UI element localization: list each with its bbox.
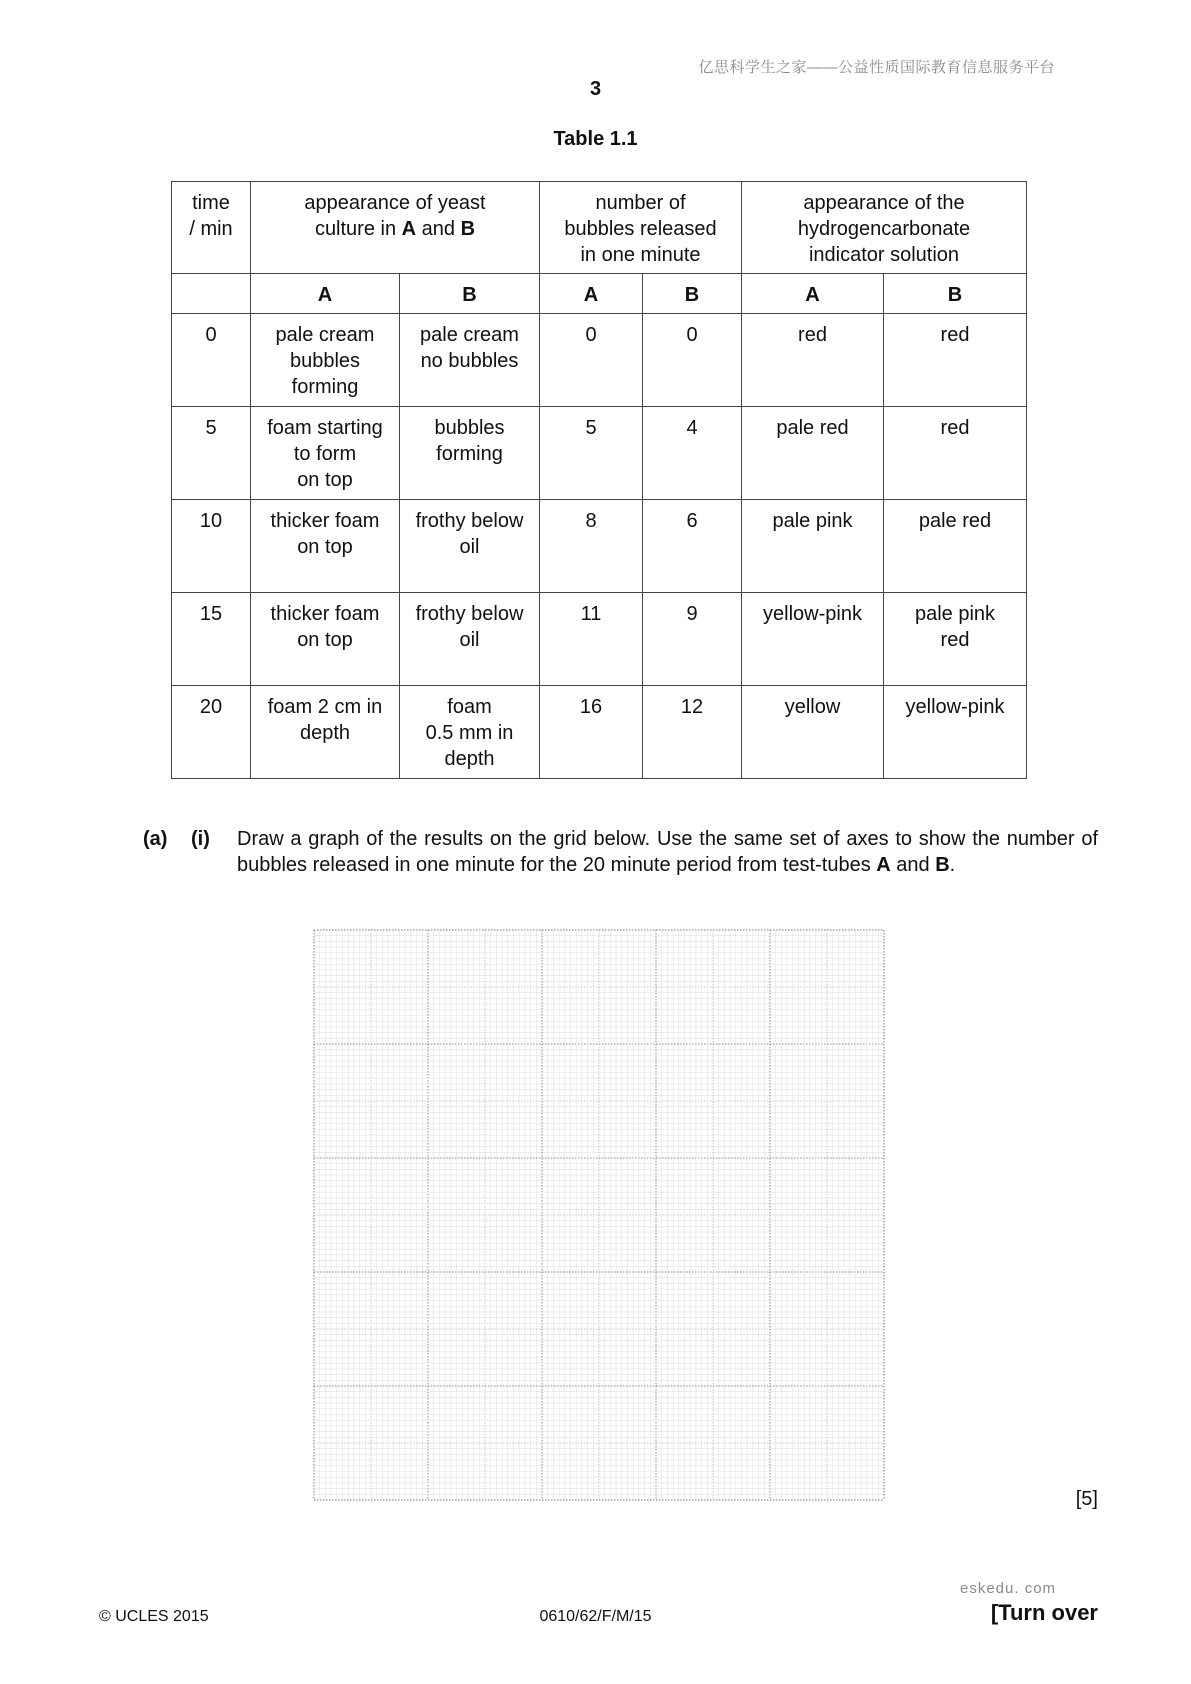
subheader-cell: B (643, 274, 742, 314)
table-cell: bubbles forming (400, 407, 540, 500)
table-title: Table 1.1 (553, 128, 638, 150)
table-cell: 5 (540, 407, 643, 500)
table-cell: 5 (172, 407, 251, 500)
table-cell: pale cream bubbles forming (251, 314, 400, 407)
table-cell: pale red (742, 407, 884, 500)
question-subpart-label: (i) (191, 828, 210, 850)
table-subheader-row (172, 274, 1027, 314)
table-cell: yellow-pink (742, 593, 884, 686)
question-text (237, 826, 1098, 878)
subheader-cell: B (884, 274, 1027, 314)
table-cell: red (884, 407, 1027, 500)
watermark-header: 亿思科学生之家——公益性质国际教育信息服务平台 (698, 59, 1055, 76)
table-row (172, 407, 1027, 500)
table-cell: pale red (884, 500, 1027, 593)
table-row (172, 500, 1027, 593)
table-cell: 4 (643, 407, 742, 500)
subheader-cell (172, 274, 251, 314)
table-cell: foam 2 cm in depth (251, 686, 400, 779)
graph-grid[interactable] (313, 929, 885, 1501)
turn-over-label: [Turn over (990, 1600, 1098, 1625)
table-cell: pale pink red (884, 593, 1027, 686)
table-cell: thicker foam on top (251, 500, 400, 593)
header-appearance-a: A (401, 218, 417, 240)
table-row (172, 314, 1027, 407)
table-cell: red (884, 314, 1027, 407)
subheader-cell: A (251, 274, 400, 314)
table-cell: 20 (172, 686, 251, 779)
table-cell: 8 (540, 500, 643, 593)
copyright: © UCLES 2015 (99, 1608, 209, 1625)
table-cell: foam starting to form on top (251, 407, 400, 500)
question-label-b: B (935, 854, 950, 876)
watermark-footer: eskedu. com (960, 1580, 1057, 1597)
header-bubbles: number of bubbles released in one minute (540, 182, 742, 274)
subheader-cell: A (540, 274, 643, 314)
paper-code: 0610/62/F/M/15 (539, 1608, 652, 1625)
results-table (171, 181, 1027, 779)
table-cell: thicker foam on top (251, 593, 400, 686)
header-appearance-yeast (251, 182, 540, 274)
table-row (172, 686, 1027, 779)
subheader-cell: A (742, 274, 884, 314)
header-appearance-text: appearance of yeast culture in (304, 192, 486, 240)
table-cell: yellow-pink (884, 686, 1027, 779)
table-cell: 12 (643, 686, 742, 779)
table-cell: pale cream no bubbles (400, 314, 540, 407)
table-cell: yellow (742, 686, 884, 779)
header-indicator: appearance of the hydrogencarbonate indicator solution (742, 182, 1027, 274)
table-cell: frothy below oil (400, 593, 540, 686)
question-part-label: (a) (143, 828, 168, 850)
subheader-cell: B (400, 274, 540, 314)
table-cell: 11 (540, 593, 643, 686)
question-text-3: . (949, 854, 956, 876)
table-cell: 0 (540, 314, 643, 407)
table-cell: 15 (172, 593, 251, 686)
table-cell: foam 0.5 mm in depth (400, 686, 540, 779)
question-text-2: and (890, 854, 936, 876)
header-time: time / min (172, 182, 251, 274)
header-appearance-b: B (460, 218, 476, 240)
table-cell: pale pink (742, 500, 884, 593)
question-text-1: Draw a graph of the results on the grid below. Use the same set of axes to show the number of bubbles released in one minute for the 20 minute period from test-tubes (237, 828, 1098, 876)
table-cell: frothy below oil (400, 500, 540, 593)
header-appearance-and: and (416, 218, 461, 240)
table-cell: 10 (172, 500, 251, 593)
table-cell: 6 (643, 500, 742, 593)
table-cell: 0 (172, 314, 251, 407)
question-label-a: A (876, 854, 891, 876)
table-cell: 9 (643, 593, 742, 686)
table-header-row (172, 182, 1027, 274)
page-number: 3 (589, 78, 602, 100)
table-cell: 0 (643, 314, 742, 407)
table-cell: red (742, 314, 884, 407)
marks-label: [5] (1075, 1488, 1098, 1510)
table-row (172, 593, 1027, 686)
table-cell: 16 (540, 686, 643, 779)
